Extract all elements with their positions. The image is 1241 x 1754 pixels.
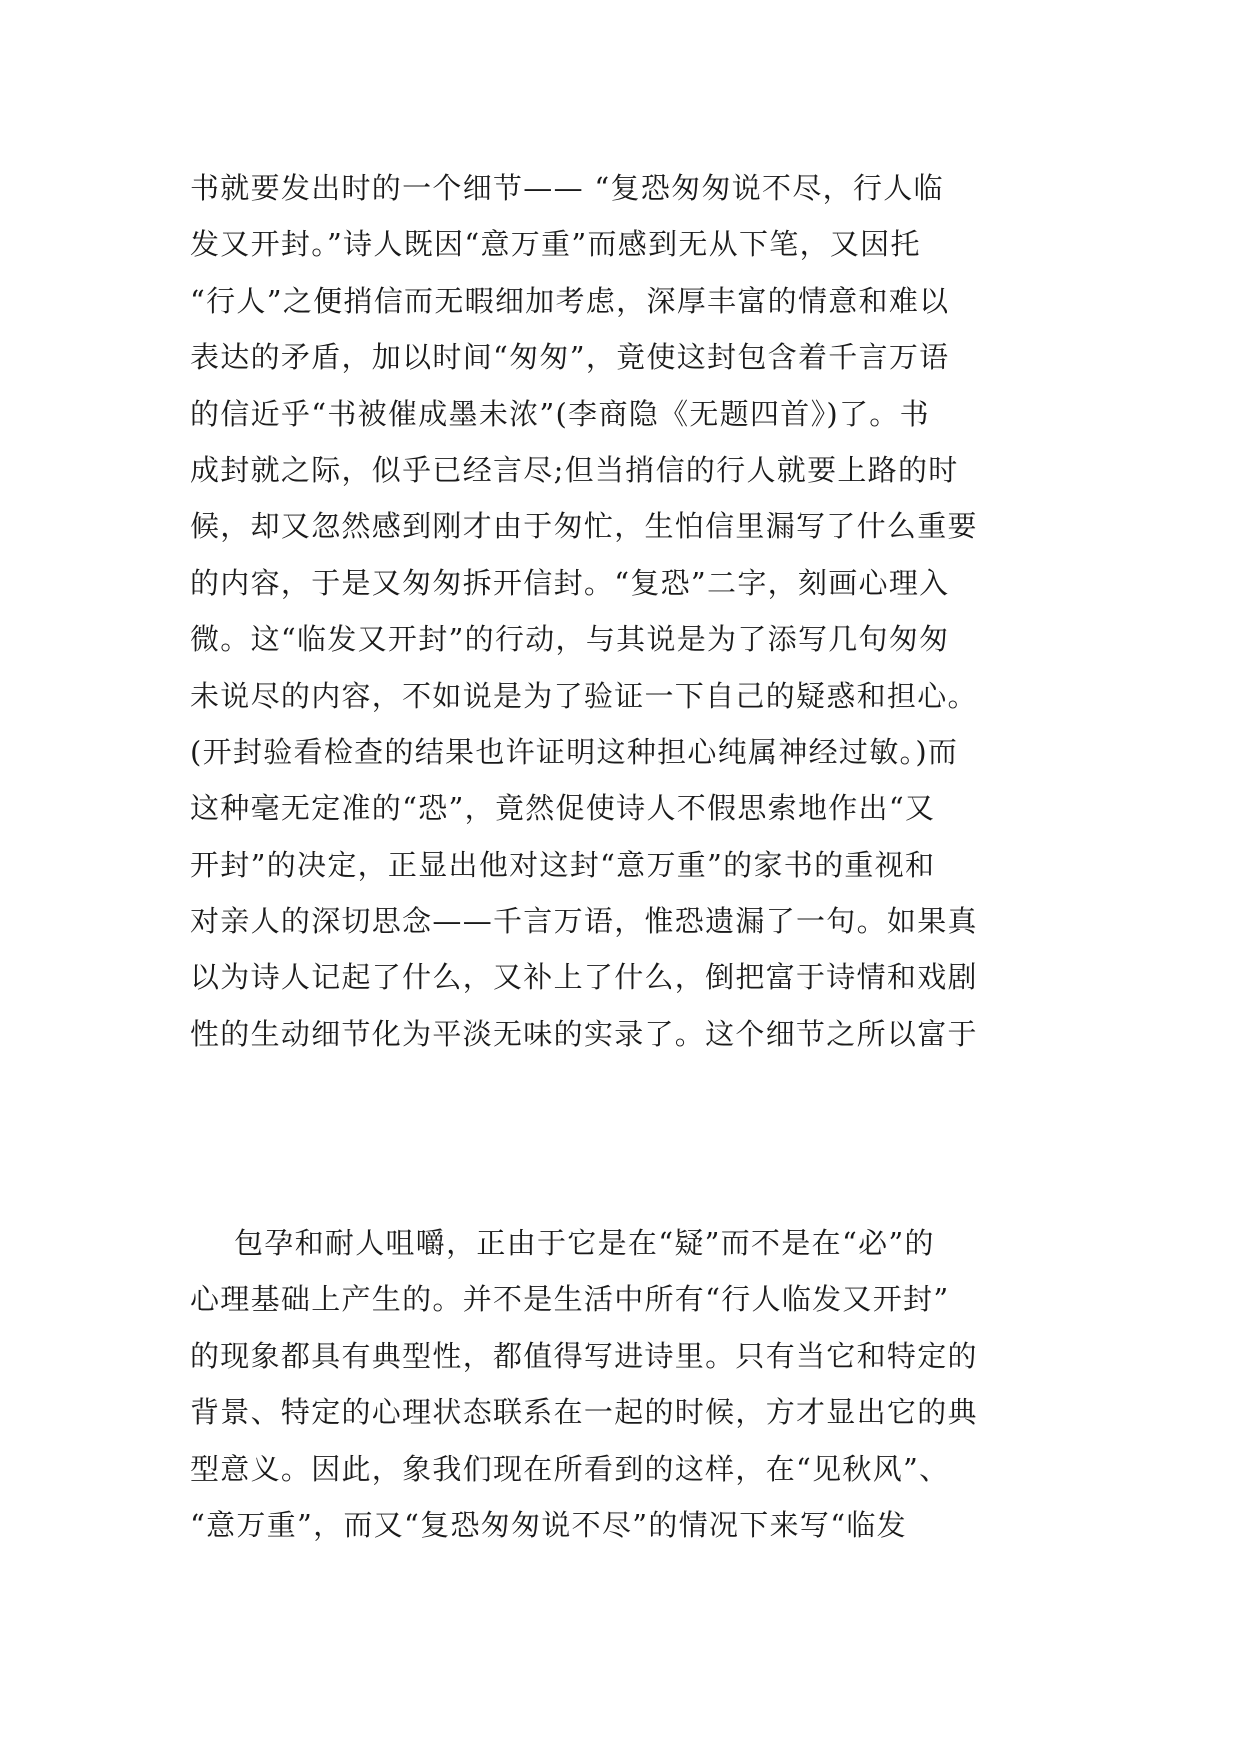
text-line: 成封就之际，似乎已经言尽;但当捎信的行人就要上路的时 <box>190 452 959 487</box>
text-line: (开封验看检查的结果也许证明这种担心纯属神经过敏。)而 <box>190 734 959 769</box>
text-line: 心理基础上产生的。并不是生活中所有“行人临发又开封” <box>190 1282 950 1317</box>
text-line: 的信近乎“书被催成墨未浓”(李商隐《无题四首》)了。书 <box>190 396 930 431</box>
text-line: 发又开封。”诗人既因“意万重”而感到无从下笔，又因托 <box>190 227 921 262</box>
text-line: 开封”的决定，正显出他对这封“意万重”的家书的重视和 <box>190 847 936 882</box>
text-line: 背景、特定的心理状态联系在一起的时候，方才显出它的典 <box>190 1395 978 1430</box>
paragraph-1 <box>190 160 1090 1062</box>
text-line: 书就要发出时的一个细节—— “复恐匆匆说不尽，行人临 <box>190 171 944 205</box>
text-line: 的现象都具有典型性，都值得写进诗里。只有当它和特定的 <box>190 1338 978 1373</box>
text-line: “意万重”，而又“复恐匆匆说不尽”的情况下来写“临发 <box>190 1507 907 1542</box>
text-line: 性的生动细节化为平淡无味的实录了。这个细节之所以富于 <box>190 1016 978 1051</box>
text-line: 对亲人的深切思念——千言万语，惟恐遗漏了一句。如果真 <box>190 904 978 939</box>
text-line: 包孕和耐人咀嚼，正由于它是在“疑”而不是在“必”的 <box>234 1226 935 1260</box>
text-line: 型意义。因此，象我们现在所看到的这样，在“见秋风”、 <box>190 1451 950 1486</box>
text-line: 候，却又忽然感到刚才由于匆忙，生怕信里漏写了什么重要 <box>190 509 978 544</box>
text-line: 以为诗人记起了什么，又补上了什么，倒把富于诗情和戏剧 <box>190 960 978 995</box>
paragraph-2 <box>190 1215 1090 1553</box>
text-line: 表达的矛盾，加以时间“匆匆”，竟使这封包含着千言万语 <box>190 340 950 375</box>
text-line: 的内容，于是又匆匆拆开信封。“复恐”二字，刻画心理入 <box>190 565 950 600</box>
text-line: 微。这“临发又开封”的行动，与其说是为了添写几句匆匆 <box>190 622 950 657</box>
text-line: 这种毫无定准的“恐”，竟然促使诗人不假思索地作出“又 <box>190 791 936 826</box>
text-line: 未说尽的内容，不如说是为了验证一下自己的疑惑和担心。 <box>190 678 978 713</box>
text-line: “行人”之便捎信而无暇细加考虑，深厚丰富的情意和难以 <box>190 283 950 318</box>
